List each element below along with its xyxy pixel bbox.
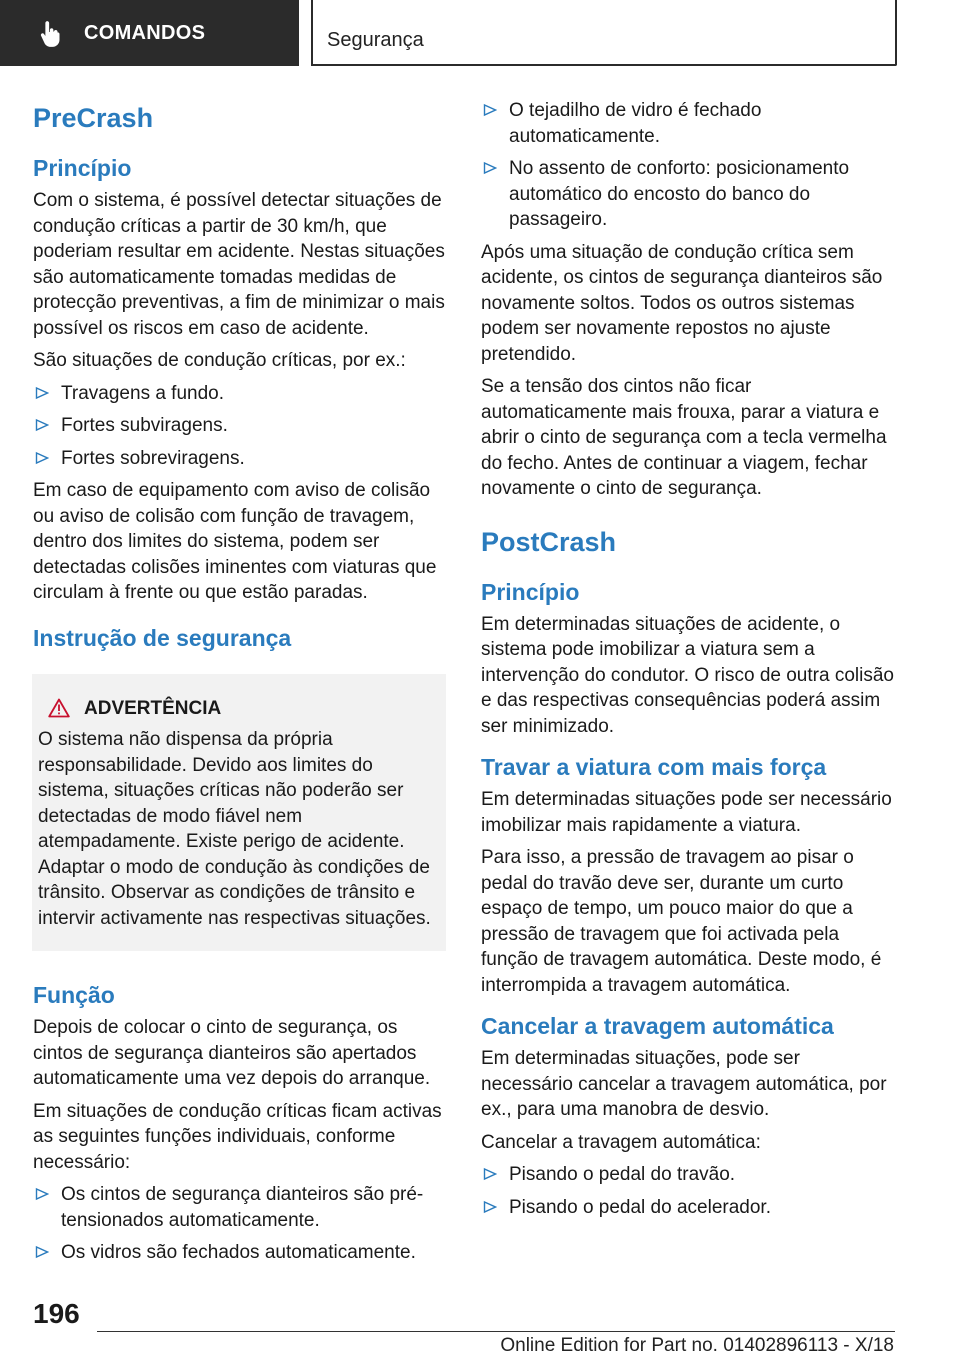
- principle-text: Com o sistema, é possível detectar situações de condução críticas a partir de 30 km/h, que poderiam resultar em acidente. Nestas situações são automaticamente tomadas medidas de protecção preventivas, a fim de minimizar o mais possível os riscos em caso de acidente.: [33, 190, 445, 339]
- function-list-continued: [481, 98, 897, 233]
- postcrash-title: PostCrash: [481, 526, 617, 557]
- function-heading: Função: [33, 982, 115, 1008]
- left-column: [33, 98, 447, 1273]
- brake-heading: Travar a viatura com mais força: [481, 754, 827, 780]
- warning-text: O sistema não dispensa da própria responsabilidade. Devido aos limites do sistema, situações críticas não poderão ser detectadas de modo fiável nem atempadamente. Existe perigo de acidente. Adaptar o modo de condução às condições de trânsito. Observar as condições de trânsito e intervir activamente nas respectivas situações.: [38, 729, 431, 929]
- collision-text: Em caso de equipamento com aviso de colisão ou aviso de colisão com função de travagem, dentro dos limites do sistema, podem ser detectadas colisões iminentes com viaturas que circulam à frente ou que estão paradas.: [33, 480, 437, 603]
- bullet-triangle-icon: [35, 1245, 49, 1259]
- right-column: [481, 98, 897, 1227]
- function-text-2: Em situações de condução críticas ficam activas as seguintes funções individuais, conforme necessário:: [33, 1100, 442, 1173]
- bullet-triangle-icon: [35, 386, 49, 400]
- list-item: Travagens a fundo.: [33, 381, 447, 407]
- hand-pointer-icon: [36, 18, 66, 48]
- bullet-triangle-icon: [35, 1187, 49, 1201]
- bullet-triangle-icon: [483, 103, 497, 117]
- section-header-label: Segurança: [327, 29, 424, 51]
- cancel-heading: Cancelar a travagem automática: [481, 1013, 834, 1039]
- list-item: No assento de conforto: posicionamento automático do encosto do banco do passageiro.: [481, 156, 897, 233]
- critical-intro: São situações de condução críticas, por ex.:: [33, 350, 406, 371]
- list-item: Fortes sobreviragens.: [33, 446, 447, 472]
- section-header: [311, 0, 897, 66]
- footer-divider: [97, 1331, 895, 1332]
- principle-heading: Princípio: [33, 155, 132, 181]
- list-item: Os cintos de segurança dianteiros são pré-tensionados automaticamente.: [33, 1182, 447, 1233]
- bullet-triangle-icon: [483, 1200, 497, 1214]
- bullet-triangle-icon: [35, 418, 49, 432]
- bullet-triangle-icon: [483, 1167, 497, 1181]
- safety-heading: Instrução de segurança: [33, 624, 292, 651]
- page-number: 196: [33, 1298, 80, 1329]
- postcrash-principle-text: Em determinadas situações de acidente, o sistema pode imobilizar a viatura sem a intervenção do condutor. O risco de outra colisão e das respectivas consequências poderá assim ser minimizado.: [481, 613, 894, 737]
- critical-situations-list: [33, 381, 447, 472]
- precrash-title: PreCrash: [33, 103, 154, 133]
- cancel-text-2: Cancelar a travagem automática:: [481, 1131, 761, 1153]
- chapter-tab-label: COMANDOS: [84, 21, 206, 44]
- warning-title: ADVERTÊNCIA: [84, 697, 222, 719]
- function-list: [33, 1182, 447, 1266]
- cancel-text-1: Em determinadas situações, pode ser necessário cancelar a travagem automática, por ex., para uma manobra de desvio.: [481, 1048, 887, 1120]
- list-item: Fortes subviragens.: [33, 413, 447, 439]
- list-item: Pisando o pedal do acelerador.: [481, 1195, 897, 1221]
- list-item: O tejadilho de vidro é fechado automaticamente.: [481, 98, 897, 149]
- after-text-2: Se a tensão dos cintos não ficar automaticamente mais frouxa, parar a viatura e abrir o cinto de segurança com a tecla vermelha do fecho. Antes de continuar a viagem, fechar novamente o cinto de segurança.: [481, 376, 887, 499]
- list-item: Pisando o pedal do travão.: [481, 1162, 897, 1188]
- warning-box: [32, 674, 446, 952]
- chapter-tab[interactable]: [0, 0, 299, 66]
- bullet-triangle-icon: [483, 161, 497, 175]
- postcrash-principle-heading: Princípio: [481, 578, 580, 605]
- brake-text-2: Para isso, a pressão de travagem ao pisar o pedal do travão deve ser, durante um curto espaço de tempo, um pouco maior do que a pressão de travagem que foi activada pela função de travagem automática. Deste modo, é interrompida a travagem automática.: [481, 847, 882, 996]
- edition-note: Online Edition for Part no. 01402896113 - X/18: [500, 1335, 894, 1356]
- brake-text-1: Em determinadas situações pode ser necessário imobilizar mais rapidamente a viatura.: [481, 789, 892, 836]
- after-text-1: Após uma situação de condução crítica sem acidente, os cintos de segurança dianteiros são novamente soltos. Todos os outros sistemas podem ser novamente repostos no ajuste pretendido.: [481, 241, 883, 365]
- bullet-triangle-icon: [35, 451, 49, 465]
- warning-title-row: [38, 696, 438, 722]
- warning-triangle-icon: [48, 698, 70, 718]
- cancel-list: [481, 1162, 897, 1220]
- list-item: Os vidros são fechados automaticamente.: [33, 1240, 447, 1266]
- function-text-1: Depois de colocar o cinto de segurança, os cintos de segurança dianteiros são apertados automaticamente uma vez depois do arranque.: [33, 1017, 431, 1089]
